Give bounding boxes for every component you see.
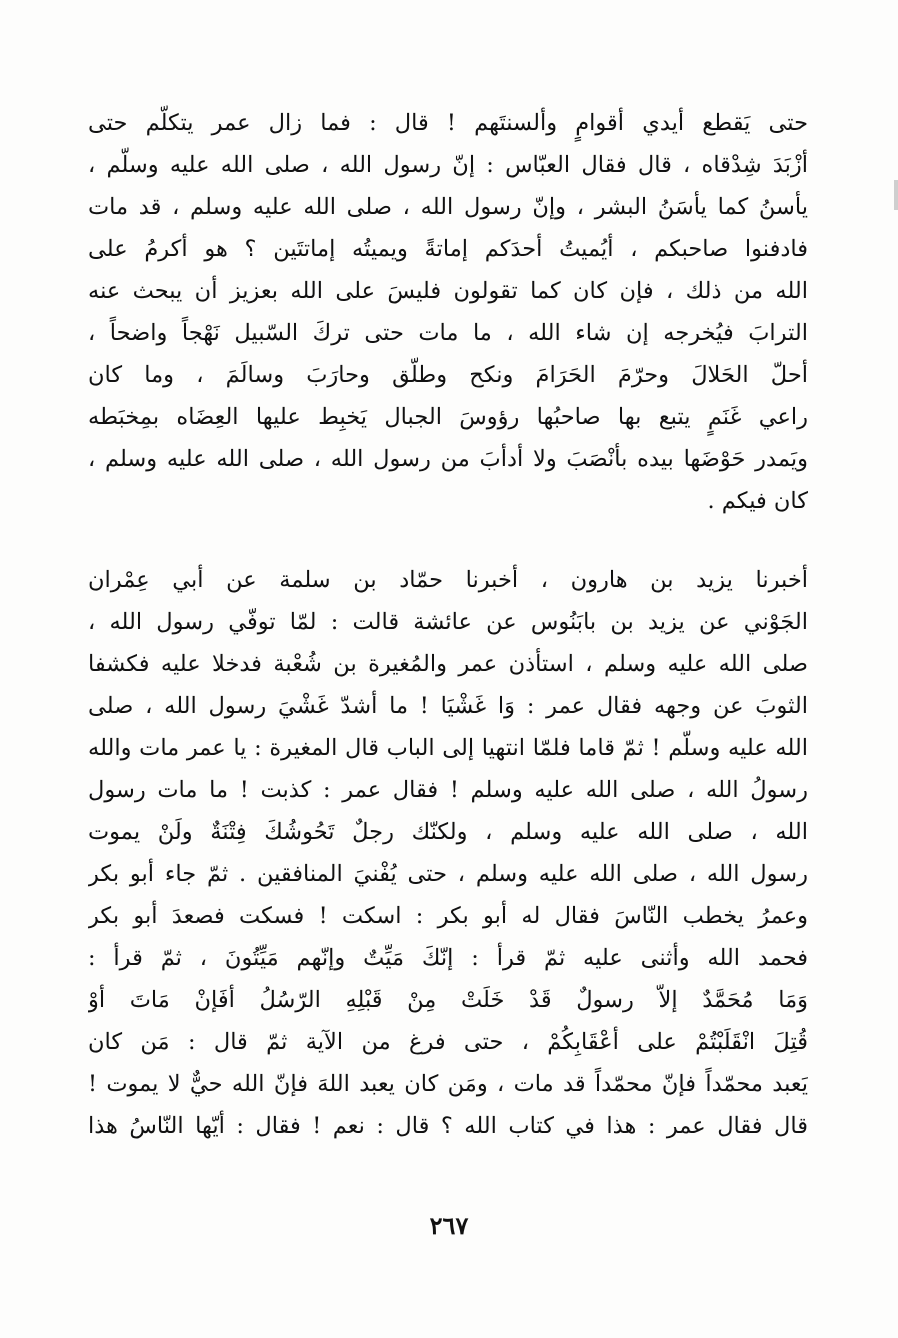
text-line: الله من ذلك ، فإن كان كما تقولون فليسَ على الله بعزيز أن يبحث عنه	[88, 278, 808, 304]
text-line: رسولُ الله ، صلى الله عليه وسلم ! فقال عمر : كذبت ! ما مات رسول	[88, 777, 808, 803]
text-line: فادفنوا صاحبكم ، أيُميتُ أحدَكم إماتةً ويميتُه إماتتَين ؟ هو أكرمُ على	[88, 236, 808, 262]
text-line: الجَوْني عن يزيد بن بابَنُوس عن عائشة قالت : لمّا توفّي رسول الله ،	[88, 609, 808, 635]
paragraph-2	[88, 559, 808, 1147]
text-line: ويَمدر حَوْضَها بيده بأنْصَبَ ولا أدأبَ من رسول الله ، صلى الله عليه وسلم ،	[88, 446, 808, 472]
text-line: راعي غَنَمٍ يتبع بها صاحبُها رؤوسَ الجبال يَخبِط عليها العِضَاه بمِخبَطه	[88, 404, 808, 430]
text-line: أخبرنا يزيد بن هارون ، أخبرنا حمّاد بن سلمة عن أبي عِمْران	[88, 567, 808, 593]
text-line: يأسنُ كما يأسَنُ البشر ، وإنّ رسول الله ، صلى الله عليه وسلم ، قد مات	[88, 194, 808, 220]
text-line: أزْبَدَ شِدْقاه ، قال فقال العبّاس : إنّ رسول الله ، صلى الله عليه وسلّم ،	[88, 152, 808, 178]
text-line: وَمَا مُحَمَّدٌ إلاّ رسولٌ قَدْ خَلَتْ مِنْ قَبْلِهِ الرّسُلُ أفَإنْ مَاتَ أوْ	[88, 987, 808, 1013]
page-number: ٢٦٧	[429, 1211, 469, 1240]
text-line: الله ، صلى الله عليه وسلم ، ولكنّك رجلٌ تَحُوشُكَ فِتْنَةٌ ولَنْ يموت	[88, 819, 808, 845]
text-line: الله عليه وسلّم ! ثمّ قاما فلمّا انتهيا إلى الباب قال المغيرة : يا عمر مات والله	[88, 735, 808, 761]
text-line: رسول الله ، صلى الله عليه وسلم ، حتى يُفْنيَ المنافقين . ثمّ جاء أبو بكر	[88, 861, 808, 887]
text-line: الثوبَ عن وجهه فقال عمر : وَا غَشْيَا ! ما أشدّ غَشْيَ رسول الله ، صلى	[88, 693, 808, 719]
paragraph-1	[88, 102, 808, 522]
text-line: قُتِلَ انْقَلَبْتُمْ على أعْقَابِكُمْ ، حتى فرغ من الآية ثمّ قال : مَن كان	[88, 1029, 808, 1055]
page-edge-mark	[894, 180, 898, 210]
text-line: يَعبد محمّداً فإنّ محمّداً قد مات ، ومَن كان يعبد اللهَ فإنّ الله حيٌّ لا يموت !	[88, 1071, 808, 1097]
text-line: صلى الله عليه وسلم ، استأذن عمر والمُغيرة بن شُعْبة فدخلا عليه فكشفا	[88, 651, 808, 677]
text-line: كان فيكم .	[707, 488, 808, 514]
text-line: أحلّ الحَلالَ وحرّمَ الحَرَامَ ونكح وطلّق وحارَبَ وسالَمَ ، وما كان	[88, 362, 808, 388]
text-line: وعمرُ يخطب النّاسَ فقال له أبو بكر : اسكت ! فسكت فصعدَ أبو بكر	[88, 903, 808, 929]
text-line: قال فقال عمر : هذا في كتاب الله ؟ قال : نعم ! فقال : أيّها النّاسُ هذا	[88, 1113, 808, 1139]
text-line: حتى يَقطع أيدي أقوامٍ وألسنتَهم ! قال : فما زال عمر يتكلّم حتى	[88, 110, 808, 136]
text-line: فحمد الله وأثنى عليه ثمّ قرأ : إنّكَ مَيِّتٌ وإنّهم مَيِّتُونَ ، ثمّ قرأ :	[88, 945, 808, 971]
text-line: الترابَ فيُخرجه إن شاء الله ، ما مات حتى تركَ السّبيل نَهْجاً واضحاً ،	[88, 320, 808, 346]
